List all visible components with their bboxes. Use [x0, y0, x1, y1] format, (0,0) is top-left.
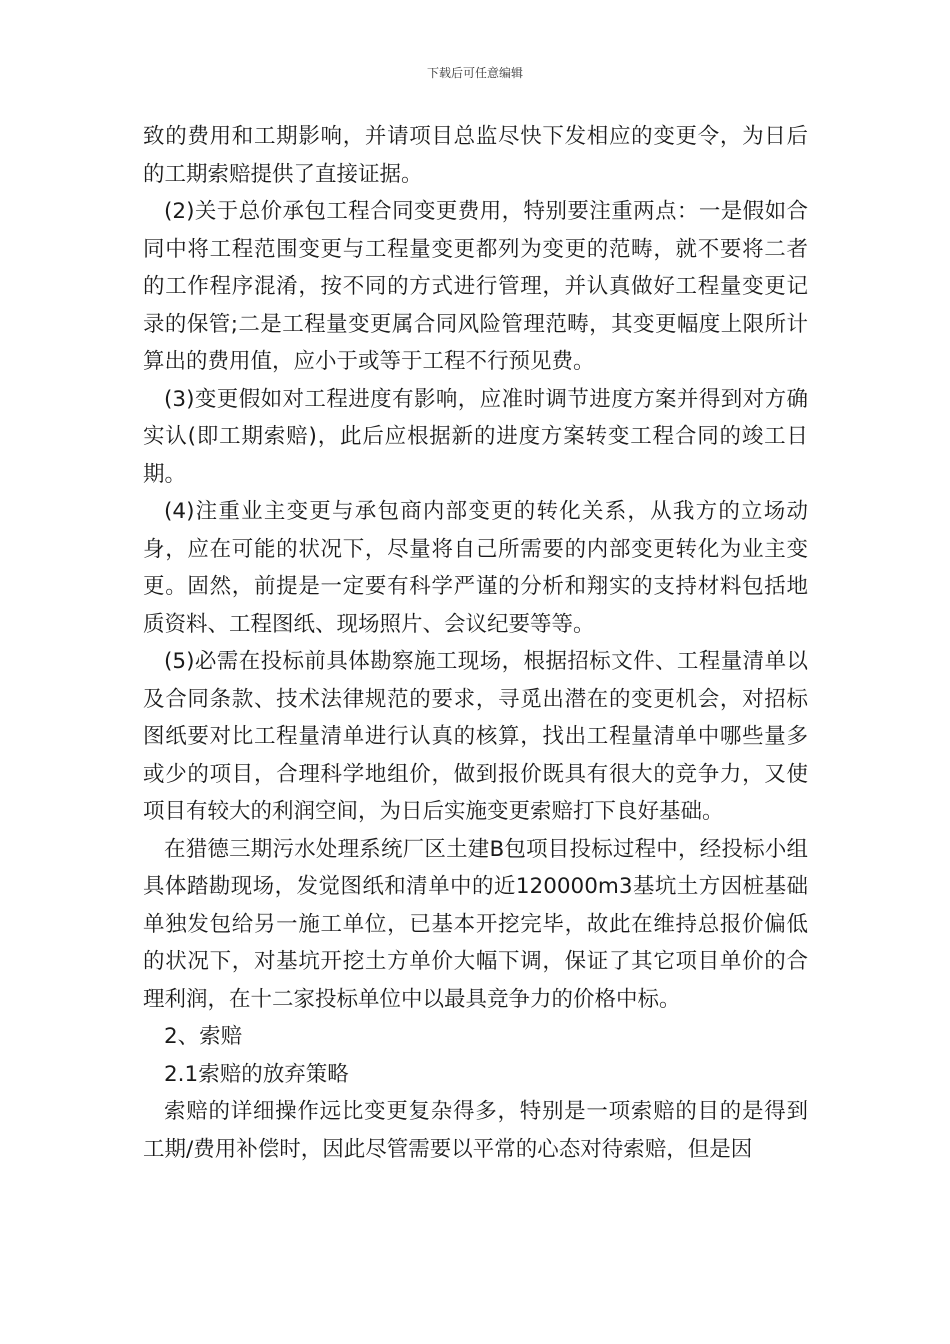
section-heading-claims: 2、索赔: [164, 1024, 243, 1049]
paragraph-case-example: 在猎德三期污水处理系统厂区土建B包项目投标过程中，经投标小组具体踏勘现场，发觉图纸和清单中的近120000m3基坑土方因桩基础单独发包给另一施工单位，已基本开挖完毕，故此在维持总报价偏低的状况下，对基坑开挖土方单价大幅下调，保证了其它项目单价的合理利润，在十二家投标单位中以最具竞争力的价格中标。: [143, 836, 808, 1012]
paragraph-claims-intro: 索赔的详细操作远比变更复杂得多，特别是一项索赔的目的是得到工期/费用补偿时，因此尽管需要以平常的心态对待索赔，但是因: [143, 1099, 808, 1162]
header-note: 下载后可任意编辑: [426, 66, 523, 80]
subsection-heading-claims-strategy: 2.1索赔的放弃策略: [164, 1061, 349, 1087]
document-body: [143, 118, 808, 1168]
paragraph-item-5: (5)必需在投标前具体勘察施工现场，根据招标文件、工程量清单以及合同条款、技术法律规范的要求，寻觅出潜在的变更机会，对招标图纸要对比工程量清单进行认真的核算，找出工程量清单中哪些量多或少的项目，合理科学地组价，做到报价既具有很大的竞争力，又使项目有较大的利润空间，为日后实施变更索赔打下良好基础。: [143, 649, 808, 824]
paragraph-item-3: (3)变更假如对工程进度有影响，应准时调节进度方案并得到对方确实认(即工期索赔)，此后应根据新的进度方案转变工程合同的竣工日期。: [143, 386, 808, 487]
paragraph-item-2: (2)关于总价承包工程合同变更费用，特别要注重两点：一是假如合同中将工程范围变更与工程量变更都列为变更的范畴，就不要将二者的工作程序混淆，按不同的方式进行管理，并认真做好工程量变更记录的保管;二是工程量变更属合同风险管理范畴，其变更幅度上限所计算出的费用值，应小于或等于工程不行预见费。: [143, 199, 808, 374]
paragraph-item-4: (4)注重业主变更与承包商内部变更的转化关系，从我方的立场动身，应在可能的状况下，尽量将自己所需要的内部变更转化为业主变更。固然，前提是一定要有科学严谨的分析和翔实的支持材料包括地质资料、工程图纸、现场照片、会议纪要等等。: [143, 499, 808, 637]
paragraph-continuation: 致的费用和工期影响，并请项目总监尽快下发相应的变更令，为日后的工期索赔提供了直接证据。: [143, 124, 808, 187]
